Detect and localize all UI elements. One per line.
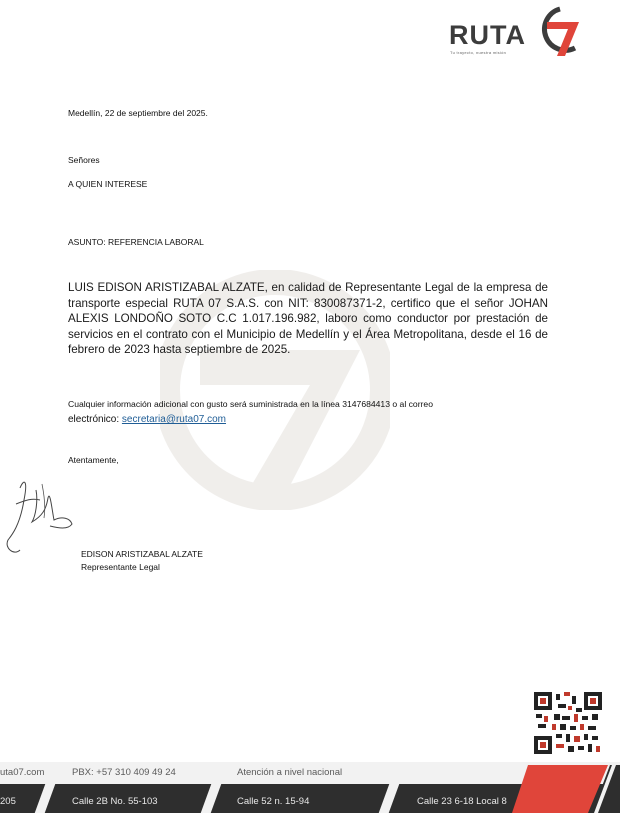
footer-address: Calle 52 n. 15-94 bbox=[237, 796, 310, 807]
signer-name: EDISON ARISTIZABAL ALZATE bbox=[81, 549, 203, 559]
subject-line: ASUNTO: REFERENCIA LABORAL bbox=[68, 237, 204, 247]
letter-date: Medellín, 22 de septiembre del 2025. bbox=[68, 108, 208, 118]
footer-address: Calle 2B No. 55-103 bbox=[72, 796, 158, 807]
info-line: Cualquier información adicional con gusto será suministrada en la línea 3147684413 o al correo bbox=[68, 399, 433, 409]
logo-wordmark: RUTA bbox=[449, 20, 526, 50]
salutation: Señores bbox=[68, 155, 100, 165]
closing: Atentamente, bbox=[68, 455, 119, 465]
footer-brand-shape bbox=[512, 762, 620, 813]
handwritten-signature bbox=[2, 470, 77, 560]
footer-address: Calle 23 6-18 Local 8 bbox=[417, 796, 507, 807]
email-link[interactable]: secretaria@ruta07.com bbox=[121, 414, 227, 425]
company-logo bbox=[445, 6, 585, 58]
signer-role: Representante Legal bbox=[81, 561, 160, 572]
footer-website: uta07.com bbox=[0, 767, 45, 778]
footer-pbx: PBX: +57 310 409 49 24 bbox=[72, 767, 176, 778]
logo-tagline: Tu trayecto, nuestra misión bbox=[450, 50, 507, 55]
body-paragraph: LUIS EDISON ARISTIZABAL ALZATE, en calidad de Representante Legal de la empresa de transporte especial RUTA 07 S.A.S. con NIT: 830087371-2, certifico que el señor JOHAN ALEXIS LONDOÑO SOTO C.C 1.017.196.982, laboro como conductor por prestación de servicios en el contrato con el Municipio de Medellín y el Área Metropolitana, desde el 16 de febrero de 2023 hasta septiembre de 2025. bbox=[68, 281, 548, 357]
qr-code-icon bbox=[534, 692, 602, 754]
contact-info bbox=[68, 396, 433, 428]
info-email-line bbox=[68, 412, 433, 428]
letterhead-footer bbox=[0, 762, 620, 813]
email-prefix: electrónico: bbox=[68, 414, 122, 425]
letter-body bbox=[68, 280, 548, 358]
footer-coverage: Atención a nivel nacional bbox=[237, 767, 343, 778]
signer-block bbox=[81, 548, 203, 573]
logo-seven-icon bbox=[537, 6, 583, 58]
recipient: A QUIEN INTERESE bbox=[68, 179, 148, 189]
footer-address: 205 bbox=[0, 796, 16, 807]
